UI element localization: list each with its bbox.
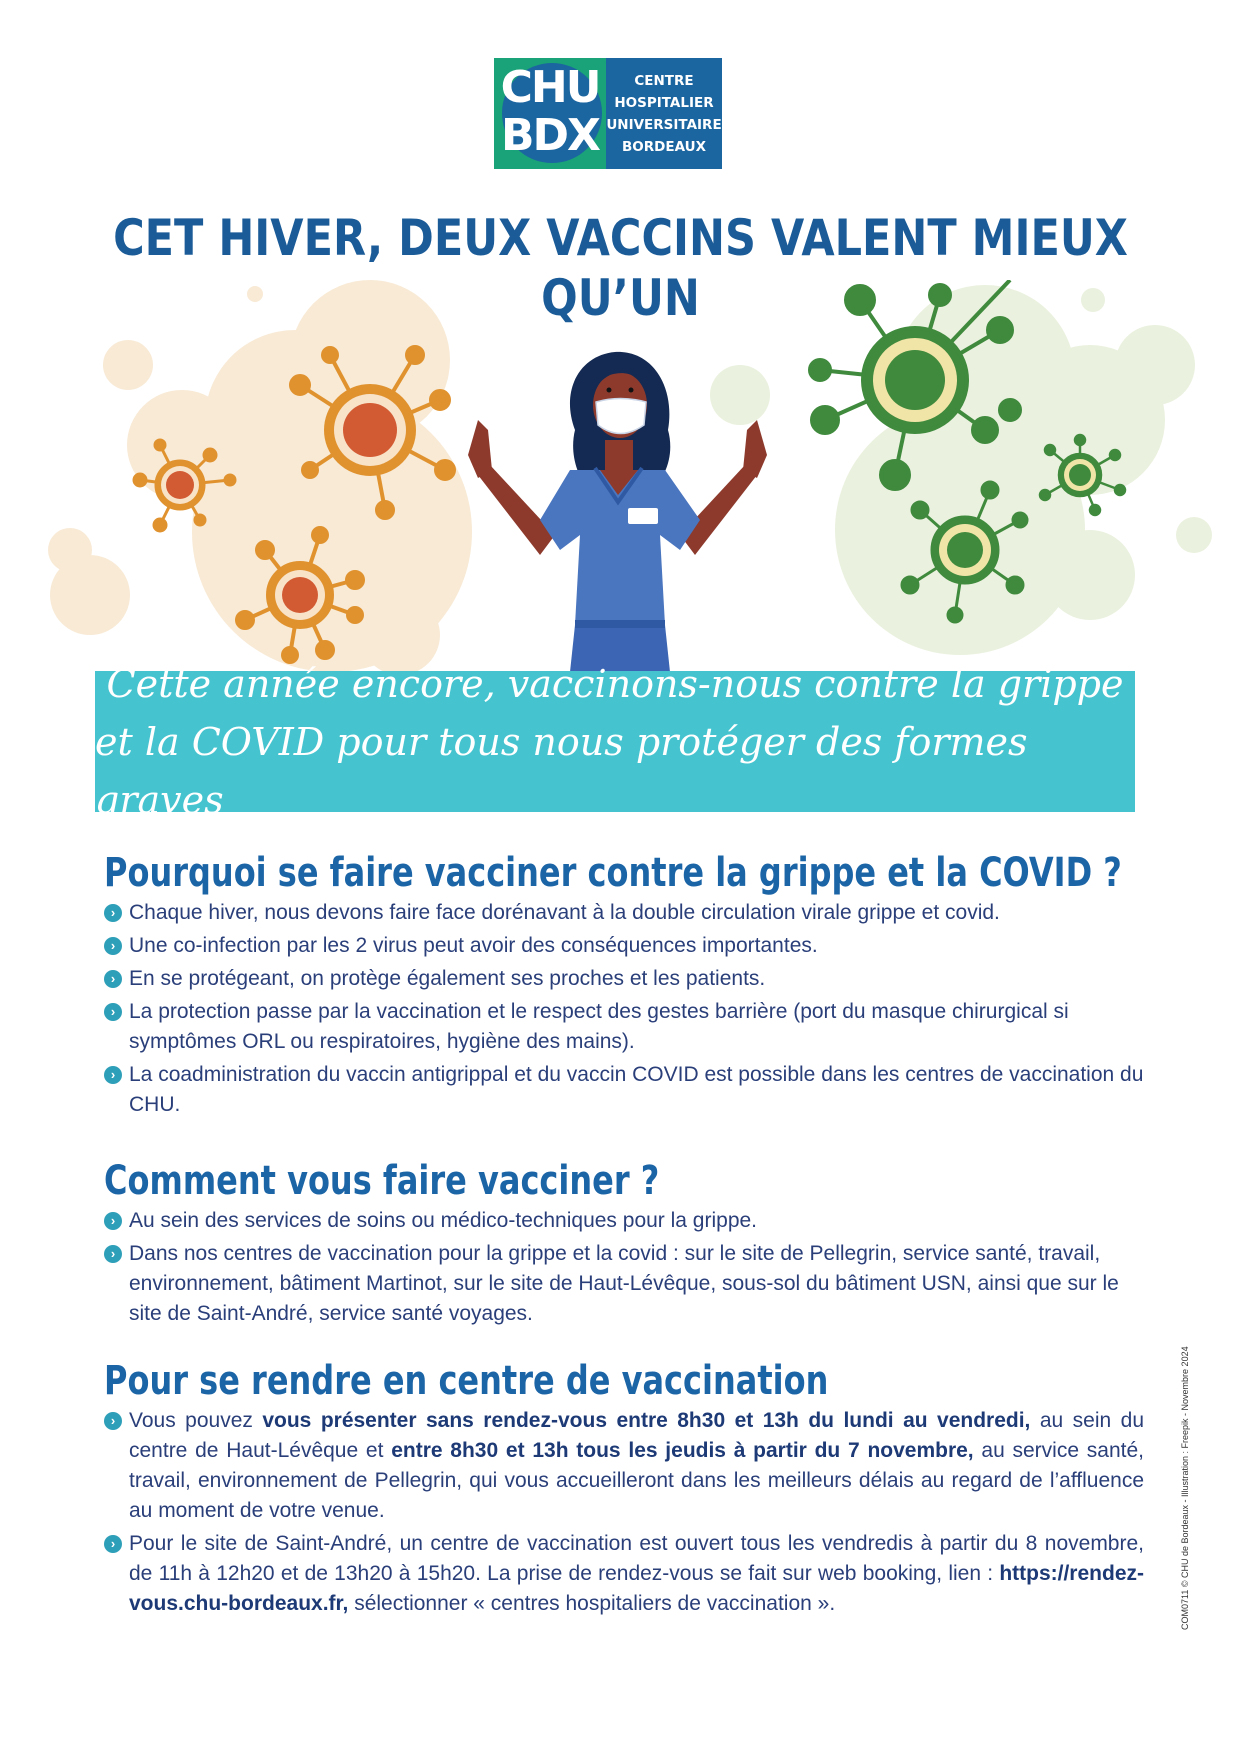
nurse-virus-illustration <box>0 280 1241 672</box>
logo-name-line: HOSPITALIER <box>614 94 714 111</box>
logo-mark <box>494 58 606 169</box>
section-how <box>104 1156 1144 1332</box>
list-item: › Pour le site de Saint-André, un centre de vaccination est ouvert tous les vendredis à partir du 8 novembre, de 11h à 12h20 et de 13h20 à 15h20. La prise de rendez-vous se fait sur web booking, lien : https://rendez-vous.chu-bordeaux.fr, sélectionner « centres hospitaliers de vaccination ». <box>104 1529 1144 1619</box>
section-heading: Comment vous faire vacciner ? <box>104 1158 660 1204</box>
arrow-bullet-icon: › <box>104 1412 122 1430</box>
logo-bdx: BDX <box>501 110 599 161</box>
list-item: › En se protégeant, on protège également ses proches et les patients. <box>104 964 1144 994</box>
list-item: › Au sein des services de soins ou médico-techniques pour la grippe. <box>104 1206 1144 1236</box>
chu-logo <box>494 58 722 169</box>
arrow-bullet-icon: › <box>104 1535 122 1553</box>
slogan-banner <box>95 661 1135 822</box>
logo-name <box>606 58 722 169</box>
page-title: CET HIVER, DEUX VACCINS VALENT MIEUX QU’UN <box>113 209 1128 327</box>
green-bubbles <box>710 285 1212 655</box>
section-heading: Pourquoi se faire vacciner contre la grippe et la COVID ? <box>104 850 1122 896</box>
list-item: › Chaque hiver, nous devons faire face dorénavant à la double circulation virale grippe et covid. <box>104 898 1144 928</box>
logo-name-line: BORDEAUX <box>622 138 706 155</box>
logo-name-line: CENTRE <box>634 72 694 89</box>
list-item: › Dans nos centres de vaccination pour la grippe et la covid : sur le site de Pellegrin, service santé, travail, environnement, bâtiment Martinot, sur le site de Haut-Lévêque, sous-sol du bâtiment USN, ainsi que sur le site de Saint-André, service santé voyages. <box>104 1239 1144 1329</box>
logo-name-line: UNIVERSITAIRE <box>606 116 722 133</box>
list-item: › La protection passe par la vaccination et le respect des gestes barrière (port du masque chirurgical si symptômes ORL ou respiratoires, hygiène des mains). <box>104 997 1144 1057</box>
list-item: › Une co-infection par les 2 virus peut avoir des conséquences importantes. <box>104 931 1144 961</box>
list-item: › La coadministration du vaccin antigrippal et du vaccin COVID est possible dans les centres de vaccination du CHU. <box>104 1060 1144 1120</box>
list-item: › Vous pouvez vous présenter sans rendez-vous entre 8h30 et 13h du lundi au vendredi, au sein du centre de Haut-Lévêque et entre 8h30 et 13h tous les jeudis à partir du 7 novembre, au service santé, travail, environnement de Pellegrin, qui vous accueilleront dans les meilleurs délais au regard de l’affluence au moment de votre venue. <box>104 1406 1144 1526</box>
logo-chu: CHU <box>500 62 600 113</box>
arrow-bullet-icon: › <box>104 970 122 988</box>
section-why <box>104 848 1144 1123</box>
arrow-bullet-icon: › <box>104 1066 122 1084</box>
booking-link[interactable]: https://rendez-vous.chu-bordeaux.fr, <box>129 1562 1144 1615</box>
credits: COM0711 © CHU de Bordeaux - Illustration : Freepik - Novembre 2024 <box>1180 1346 1190 1630</box>
arrow-bullet-icon: › <box>104 937 122 955</box>
slogan-line-1: Cette année encore, vaccinons-nous contre la grippe <box>106 661 1124 706</box>
arrow-bullet-icon: › <box>104 1245 122 1263</box>
arrow-bullet-icon: › <box>104 1003 122 1021</box>
arrow-bullet-icon: › <box>104 904 122 922</box>
slogan-line-2: et la COVID pour tous nous protéger des formes graves <box>95 719 1028 822</box>
section-heading: Pour se rendre en centre de vaccination <box>104 1358 829 1404</box>
arrow-bullet-icon: › <box>104 1212 122 1230</box>
section-where <box>104 1356 1144 1622</box>
